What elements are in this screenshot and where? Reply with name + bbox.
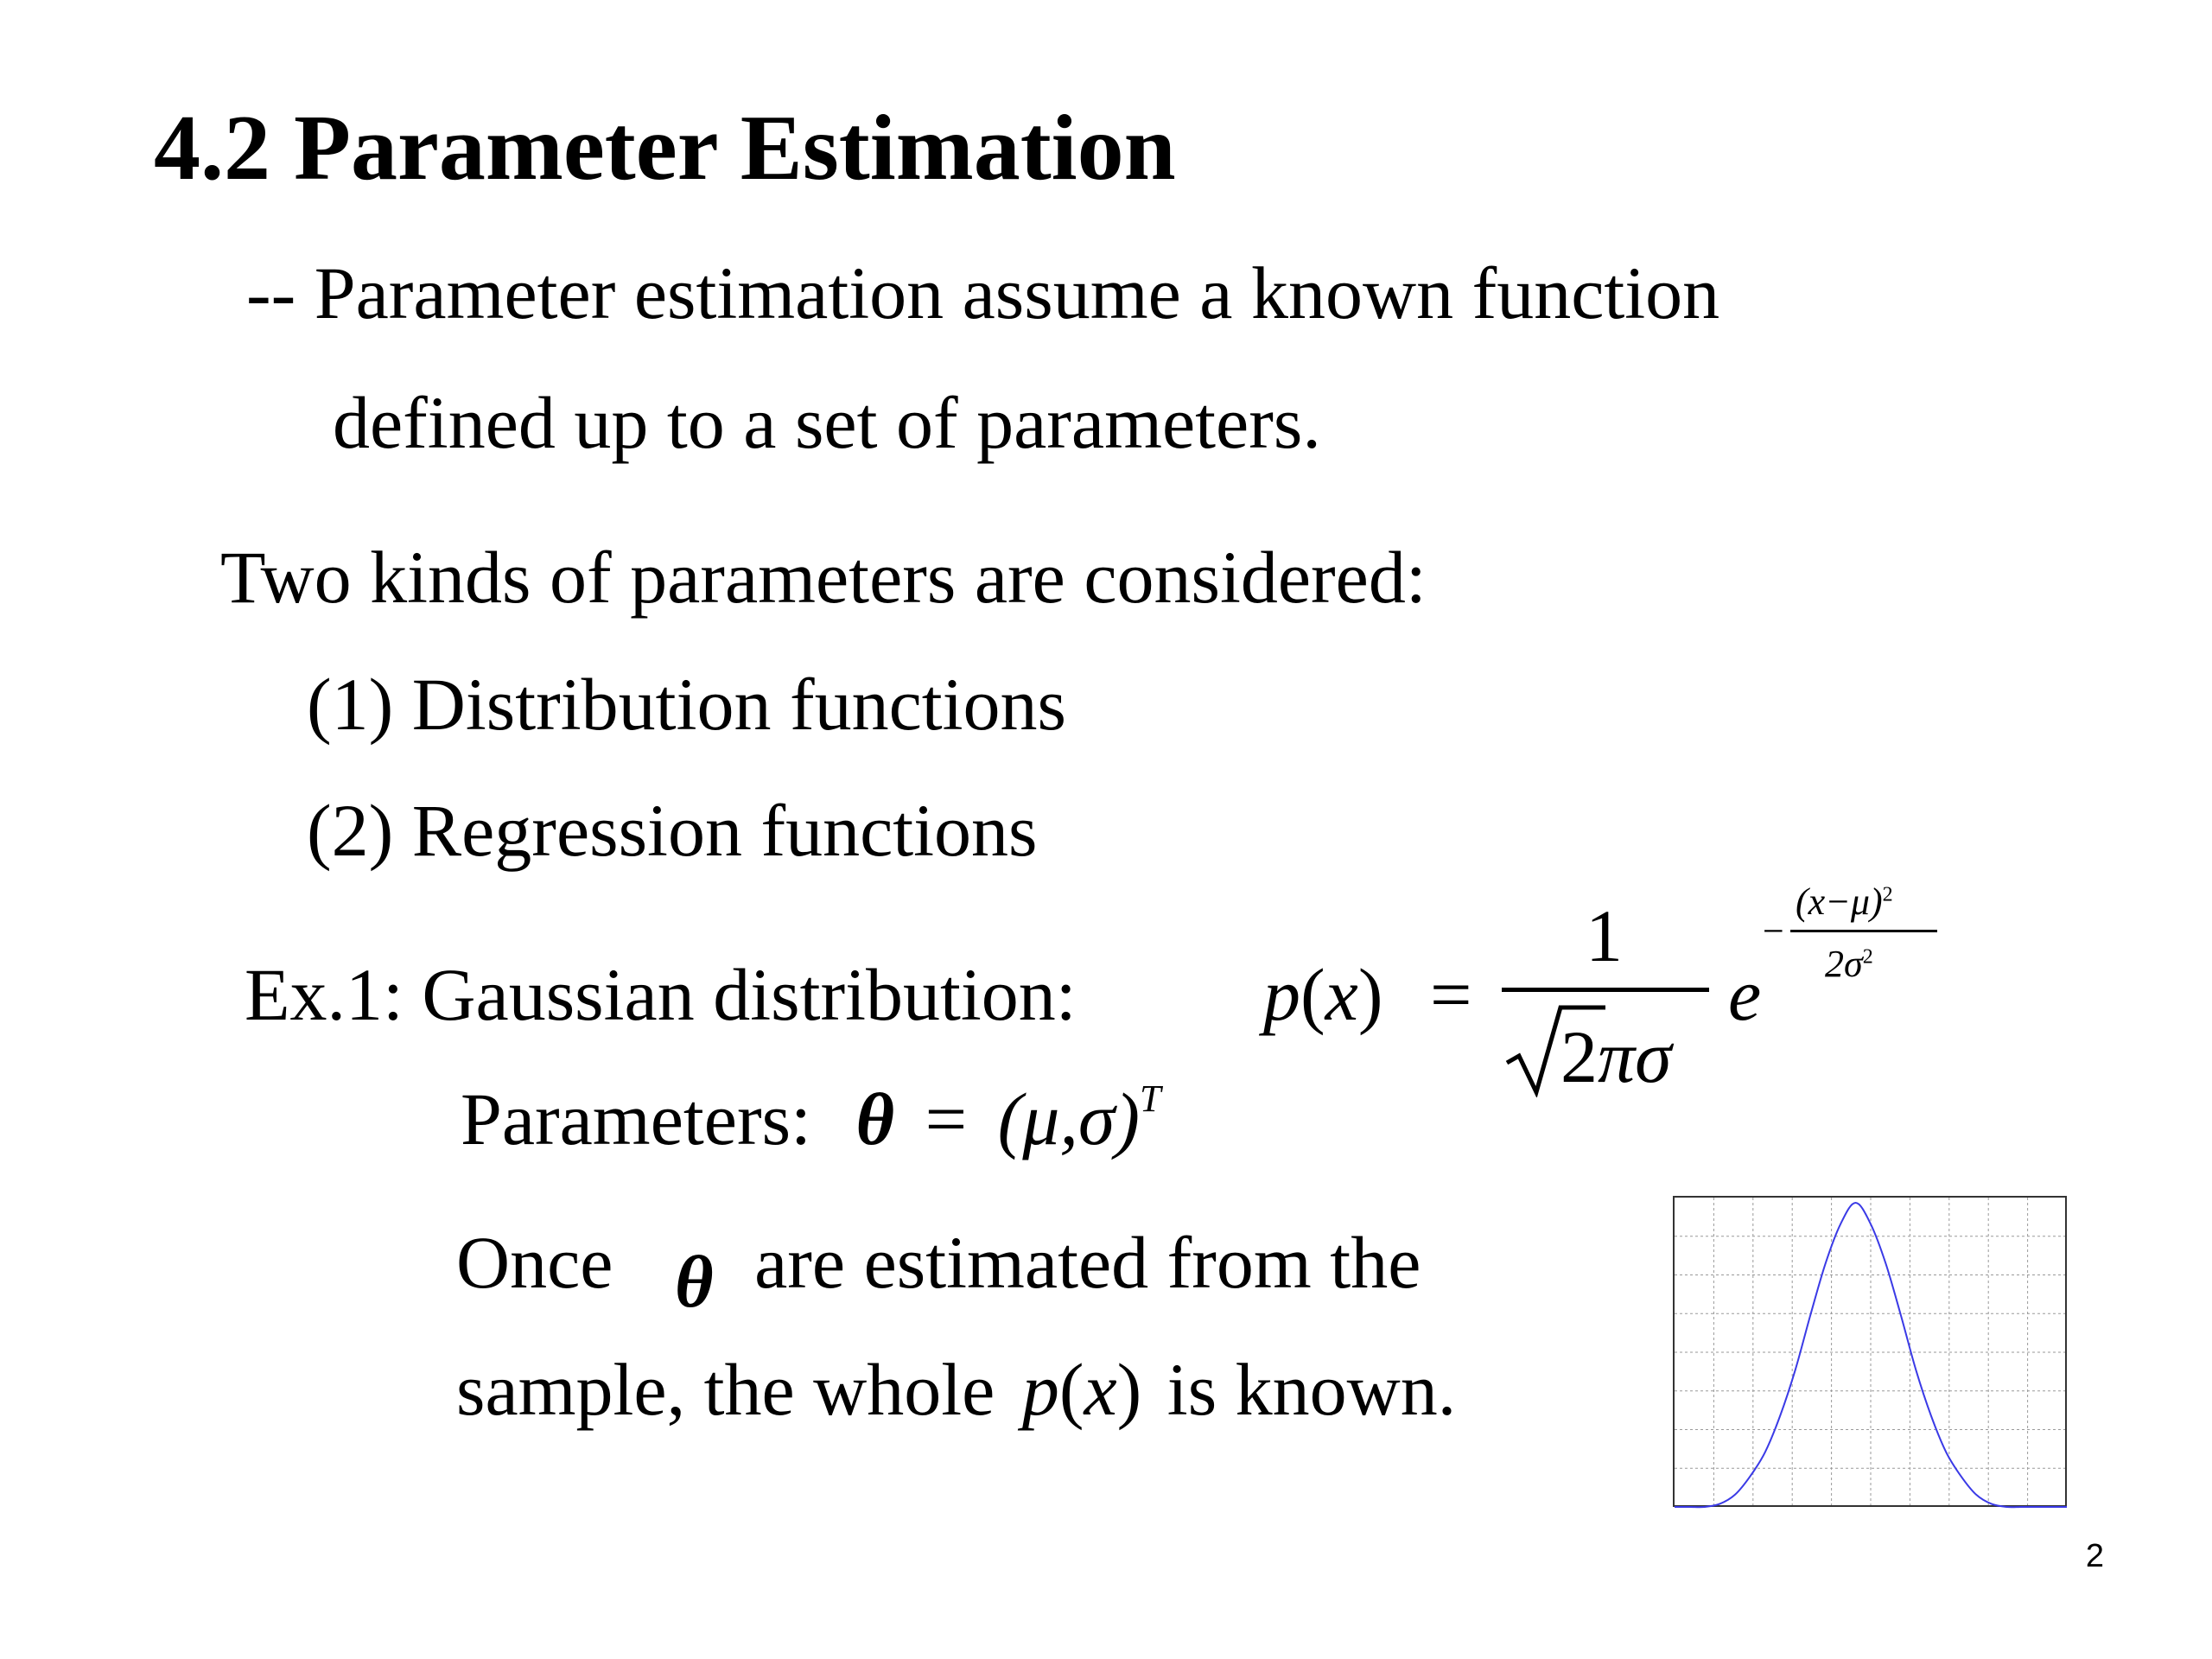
formula-exp-minus: −	[1763, 910, 1784, 952]
formula-close-paren: )	[1357, 953, 1383, 1036]
gaussian-plot	[1672, 1195, 2069, 1510]
formula-lhs	[1263, 953, 1383, 1036]
formula-den-pi: π	[1598, 1015, 1636, 1098]
inline-px-close: )	[1116, 1348, 1142, 1431]
formula-den-sigma: σ	[1635, 1015, 1672, 1098]
formula-denominator	[1560, 1015, 1672, 1098]
formula-fraction-bar	[1502, 988, 1709, 992]
formula-exp-denominator	[1825, 942, 1873, 986]
formula-x: x	[1325, 953, 1358, 1036]
example-label: Ex.1: Gaussian distribution:	[245, 953, 1077, 1036]
formula-den-2: 2	[1560, 1015, 1598, 1098]
plot-frame	[1674, 1197, 2066, 1506]
formula-p: p	[1263, 953, 1300, 1036]
intro-line-2: defined up to a set of parameters.	[333, 381, 1321, 464]
formula-exp-fraction-bar	[1790, 930, 1937, 932]
formula-exp-numerator	[1796, 880, 1893, 924]
formula-open-paren: (	[1300, 953, 1325, 1036]
once-line-1	[456, 1221, 1421, 1323]
params-tuple: (μ,σ)	[997, 1077, 1140, 1160]
formula-numerator: 1	[1586, 894, 1623, 977]
intro-line-1: -- Parameter estimation assume a known function	[246, 251, 1720, 334]
formula-exp-den-text: 2σ	[1825, 943, 1863, 985]
once-text-c: sample, the whole	[456, 1348, 995, 1431]
kind-item-1: (1) Distribution functions	[307, 663, 1067, 746]
once-text-a: Once	[456, 1221, 613, 1304]
slide-title: 4.2 Parameter Estimation	[154, 97, 1176, 200]
plot-grid	[1675, 1198, 2067, 1507]
kinds-heading: Two kinds of parameters are considered:	[220, 536, 1427, 619]
formula-exp-base: e	[1728, 953, 1762, 1036]
formula-exp-num-text: (x−μ)	[1796, 880, 1883, 923]
formula-exp-num-power: 2	[1882, 883, 1893, 906]
params-equals: =	[925, 1077, 968, 1160]
inline-px-x: x	[1084, 1348, 1117, 1431]
once-text-d: is known.	[1166, 1348, 1457, 1431]
theta-inline: θ	[674, 1240, 714, 1323]
inline-px-open: (	[1058, 1348, 1084, 1431]
kind-item-2: (2) Regression functions	[307, 789, 1038, 872]
formula-equals: =	[1430, 953, 1472, 1036]
inline-px-p: p	[1021, 1348, 1059, 1431]
parameters-label: Parameters:	[461, 1077, 811, 1160]
once-line-2	[456, 1348, 1457, 1431]
page-number: 2	[2085, 1538, 2104, 1574]
params-transpose: T	[1139, 1077, 1161, 1120]
formula-exp-den-power: 2	[1862, 945, 1873, 969]
theta-symbol: θ	[855, 1077, 895, 1160]
once-text-b: are estimated from the	[754, 1221, 1421, 1304]
inline-px	[1022, 1348, 1141, 1431]
parameters-line	[461, 1077, 1161, 1160]
